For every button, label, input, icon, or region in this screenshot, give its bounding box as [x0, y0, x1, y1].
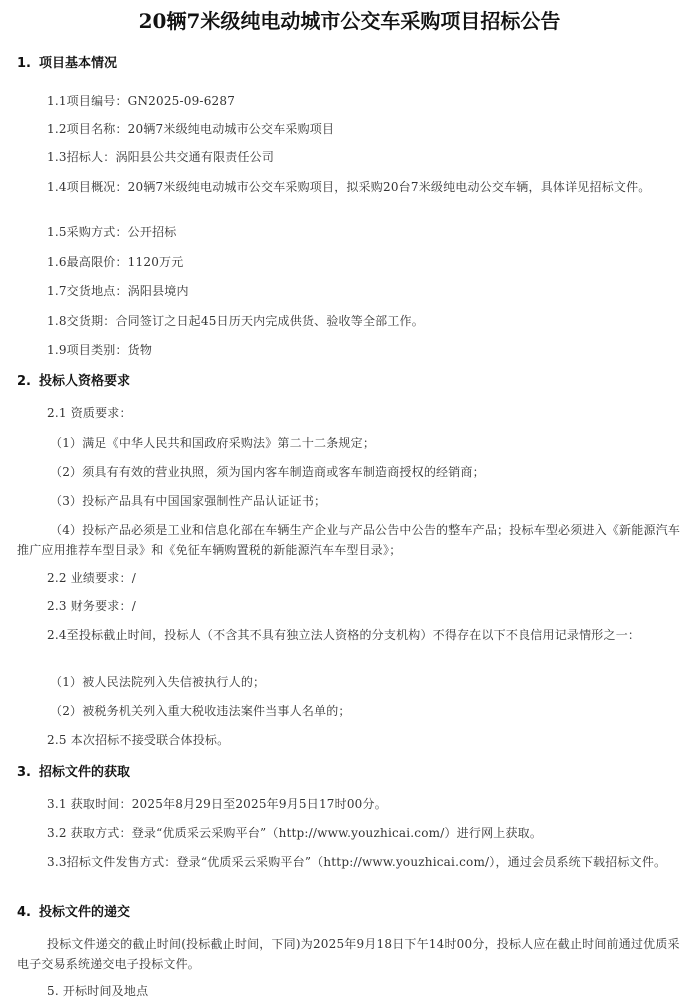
- next-section-heading: 5. 开标时间及地点: [47, 984, 149, 998]
- requirement-item: （3）投标产品具有中国国家强制性产品认证证书；: [50, 494, 327, 508]
- performance-requirements: 2.2 业绩要求：/: [47, 571, 136, 585]
- financial-requirements: 2.3 财务要求：/: [47, 599, 136, 613]
- section-heading-1: [17, 54, 117, 74]
- delivery-location: 1.7交货地点：涡阳县境内: [47, 284, 189, 298]
- section-title: 投标人资格要求: [39, 374, 131, 389]
- requirement-item: （1）满足《中华人民共和国政府采购法》第二十二条规定；: [50, 436, 376, 450]
- submission-deadline: 投标文件递交的截止时间(投标截止时间，下同)为2025年9月18日下午14时00分，投标人应在截止时间前通过优质采电子交易系统递交电子投标文件。: [17, 937, 680, 971]
- section-number: 4.: [17, 905, 31, 920]
- section-heading-3: [17, 763, 130, 783]
- delivery-period: 1.8交货期：合同签订之日起45日历天内完成供货、验收等全部工作。: [47, 314, 424, 328]
- project-number: 1.1项目编号：GN2025-09-6287: [47, 94, 236, 108]
- procurement-method: 1.5采购方式：公开招标: [47, 225, 177, 239]
- max-price: 1.6最高限价：1120万元: [47, 255, 184, 269]
- project-name: 1.2项目名称：20辆7米级纯电动城市公交车采购项目: [47, 122, 335, 136]
- section-number: 3.: [17, 765, 31, 780]
- qualification-requirements: 2.1 资质要求：: [47, 406, 132, 420]
- credit-record-requirements: 2.4至投标截止时间，投标人（不含其不具有独立法人资格的分支机构）不得存在以下不良信用记录情形之一：: [47, 628, 641, 642]
- section-heading-2: [17, 372, 130, 392]
- acquisition-time: 3.1 获取时间：2025年8月29日至2025年9月5日17时00分。: [47, 797, 387, 811]
- project-overview: 1.4项目概况：20辆7米级纯电动城市公交车采购项目，拟采购20台7米级纯电动公交车辆，具体详见招标文件。: [47, 180, 651, 194]
- section-title: 投标文件的递交: [39, 905, 131, 920]
- section-title: 项目基本情况: [39, 56, 118, 71]
- consortium-notice: 2.5 本次招标不接受联合体投标。: [47, 733, 230, 747]
- document-sale-method: 3.3招标文件发售方式：登录“优质采云采购平台”（http://www.youzhicai.com/），通过会员系统下载招标文件。: [47, 855, 667, 869]
- document-title: 20辆7米级纯电动城市公交车采购项目招标公告: [138, 9, 561, 33]
- section-number: 1.: [17, 56, 31, 71]
- requirement-item: （4）投标产品必须是工业和信息化部在车辆生产企业与产品公告中公告的整车产品；投标车型必须进入《新能源汽车推广应用推荐车型目录》和《免征车辆购置税的新能源汽车车型目录》；: [17, 523, 681, 557]
- requirement-item: （2）须具有有效的营业执照，须为国内客车制造商或客车制造商授权的经销商；: [50, 465, 485, 479]
- acquisition-method: 3.2 获取方式：登录“优质采云采购平台”（http://www.youzhicai.com/）进行网上获取。: [47, 826, 543, 840]
- section-heading-4: [17, 903, 130, 923]
- requirement-item: （1）被人民法院列入失信被执行人的；: [50, 675, 266, 689]
- requirement-item: （2）被税务机关列入重大税收违法案件当事人名单的；: [50, 704, 351, 718]
- project-category: 1.9项目类别：货物: [47, 343, 153, 357]
- section-title: 招标文件的获取: [39, 765, 131, 780]
- tenderer: 1.3招标人：涡阳县公共交通有限责任公司: [47, 150, 275, 164]
- section-number: 2.: [17, 374, 31, 389]
